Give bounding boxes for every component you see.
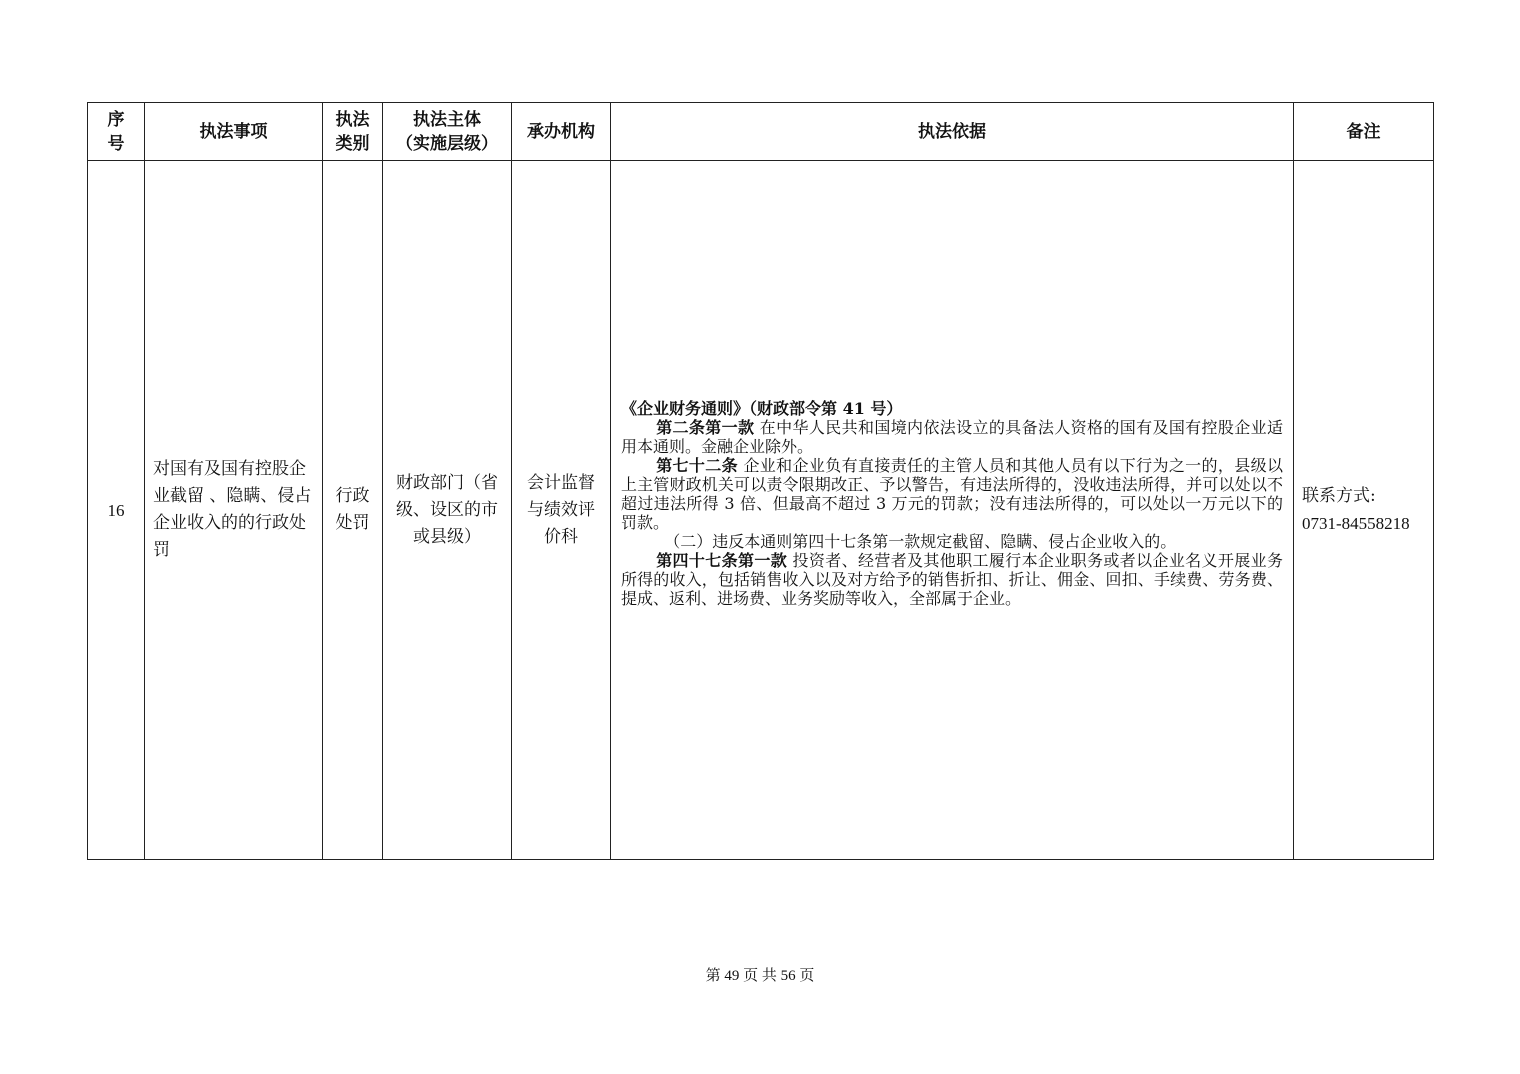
basis-item2: （二）违反本通则第四十七条第一款规定截留、隐瞒、侵占企业收入的。 bbox=[664, 531, 1177, 551]
cell-basis bbox=[611, 161, 1294, 860]
header-org: 承办机构 bbox=[512, 103, 611, 161]
basis-art47-head: 第四十七条第一款 bbox=[656, 550, 788, 570]
basis-art2-text: 在中华人民共和国境内依法设立的具备法人资格的国有及国有控股企业适用本通则。金融企业除外。 bbox=[621, 417, 1283, 456]
remark-label: 联系方式: bbox=[1302, 486, 1376, 506]
basis-art47-text: 投资者、经营者及其他职工履行本企业职务或者以企业名义开展业务所得的收入，包括销售收入以及对方给予的销售折扣、折让、佣金、回扣、手续费、劳务费、提成、返利、进场费、业务奖励等收入，全部属于企业。 bbox=[621, 550, 1283, 608]
basis-title: 《企业财务通则》（财政部令第 41 号） bbox=[621, 398, 903, 418]
basis-art72-text: 企业和企业负有直接责任的主管人员和其他人员有以下行为之一的，县级以上主管财政机关可以责令限期改正、予以警告，有违法所得的，没收违法所得，并可以处以不超过违法所得 3 倍、但最高不超过 3 万元的罚款；没有违法所得的，可以处以一万元以下的罚款。 bbox=[621, 455, 1283, 532]
page-footer: 第 49 页 共 56 页 bbox=[705, 968, 815, 984]
cell-matter: 对国有及国有控股企业截留 、隐瞒、侵占企业收入的的行政处罚 bbox=[145, 161, 323, 860]
enforcement-table bbox=[87, 102, 1434, 860]
header-subject: 执法主体 （实施层级） bbox=[383, 103, 512, 161]
basis-art2-head: 第二条第一款 bbox=[656, 417, 755, 437]
cell-remark bbox=[1294, 161, 1434, 860]
table-row bbox=[88, 161, 1434, 860]
cell-subject: 财政部门（省级、设区的市或县级） bbox=[383, 161, 512, 860]
basis-art72-head: 第七十二条 bbox=[656, 455, 738, 475]
header-category: 执法 类别 bbox=[323, 103, 383, 161]
header-matter: 执法事项 bbox=[145, 103, 323, 161]
cell-seq: 16 bbox=[88, 161, 145, 860]
cell-category: 行政处罚 bbox=[323, 161, 383, 860]
cell-org: 会计监督与绩效评价科 bbox=[512, 161, 611, 860]
remark-phone: 0731-84558218 bbox=[1302, 514, 1410, 533]
header-row bbox=[88, 103, 1434, 161]
header-seq: 序号 bbox=[88, 103, 145, 161]
header-basis: 执法依据 bbox=[611, 103, 1294, 161]
header-remark: 备注 bbox=[1294, 103, 1434, 161]
